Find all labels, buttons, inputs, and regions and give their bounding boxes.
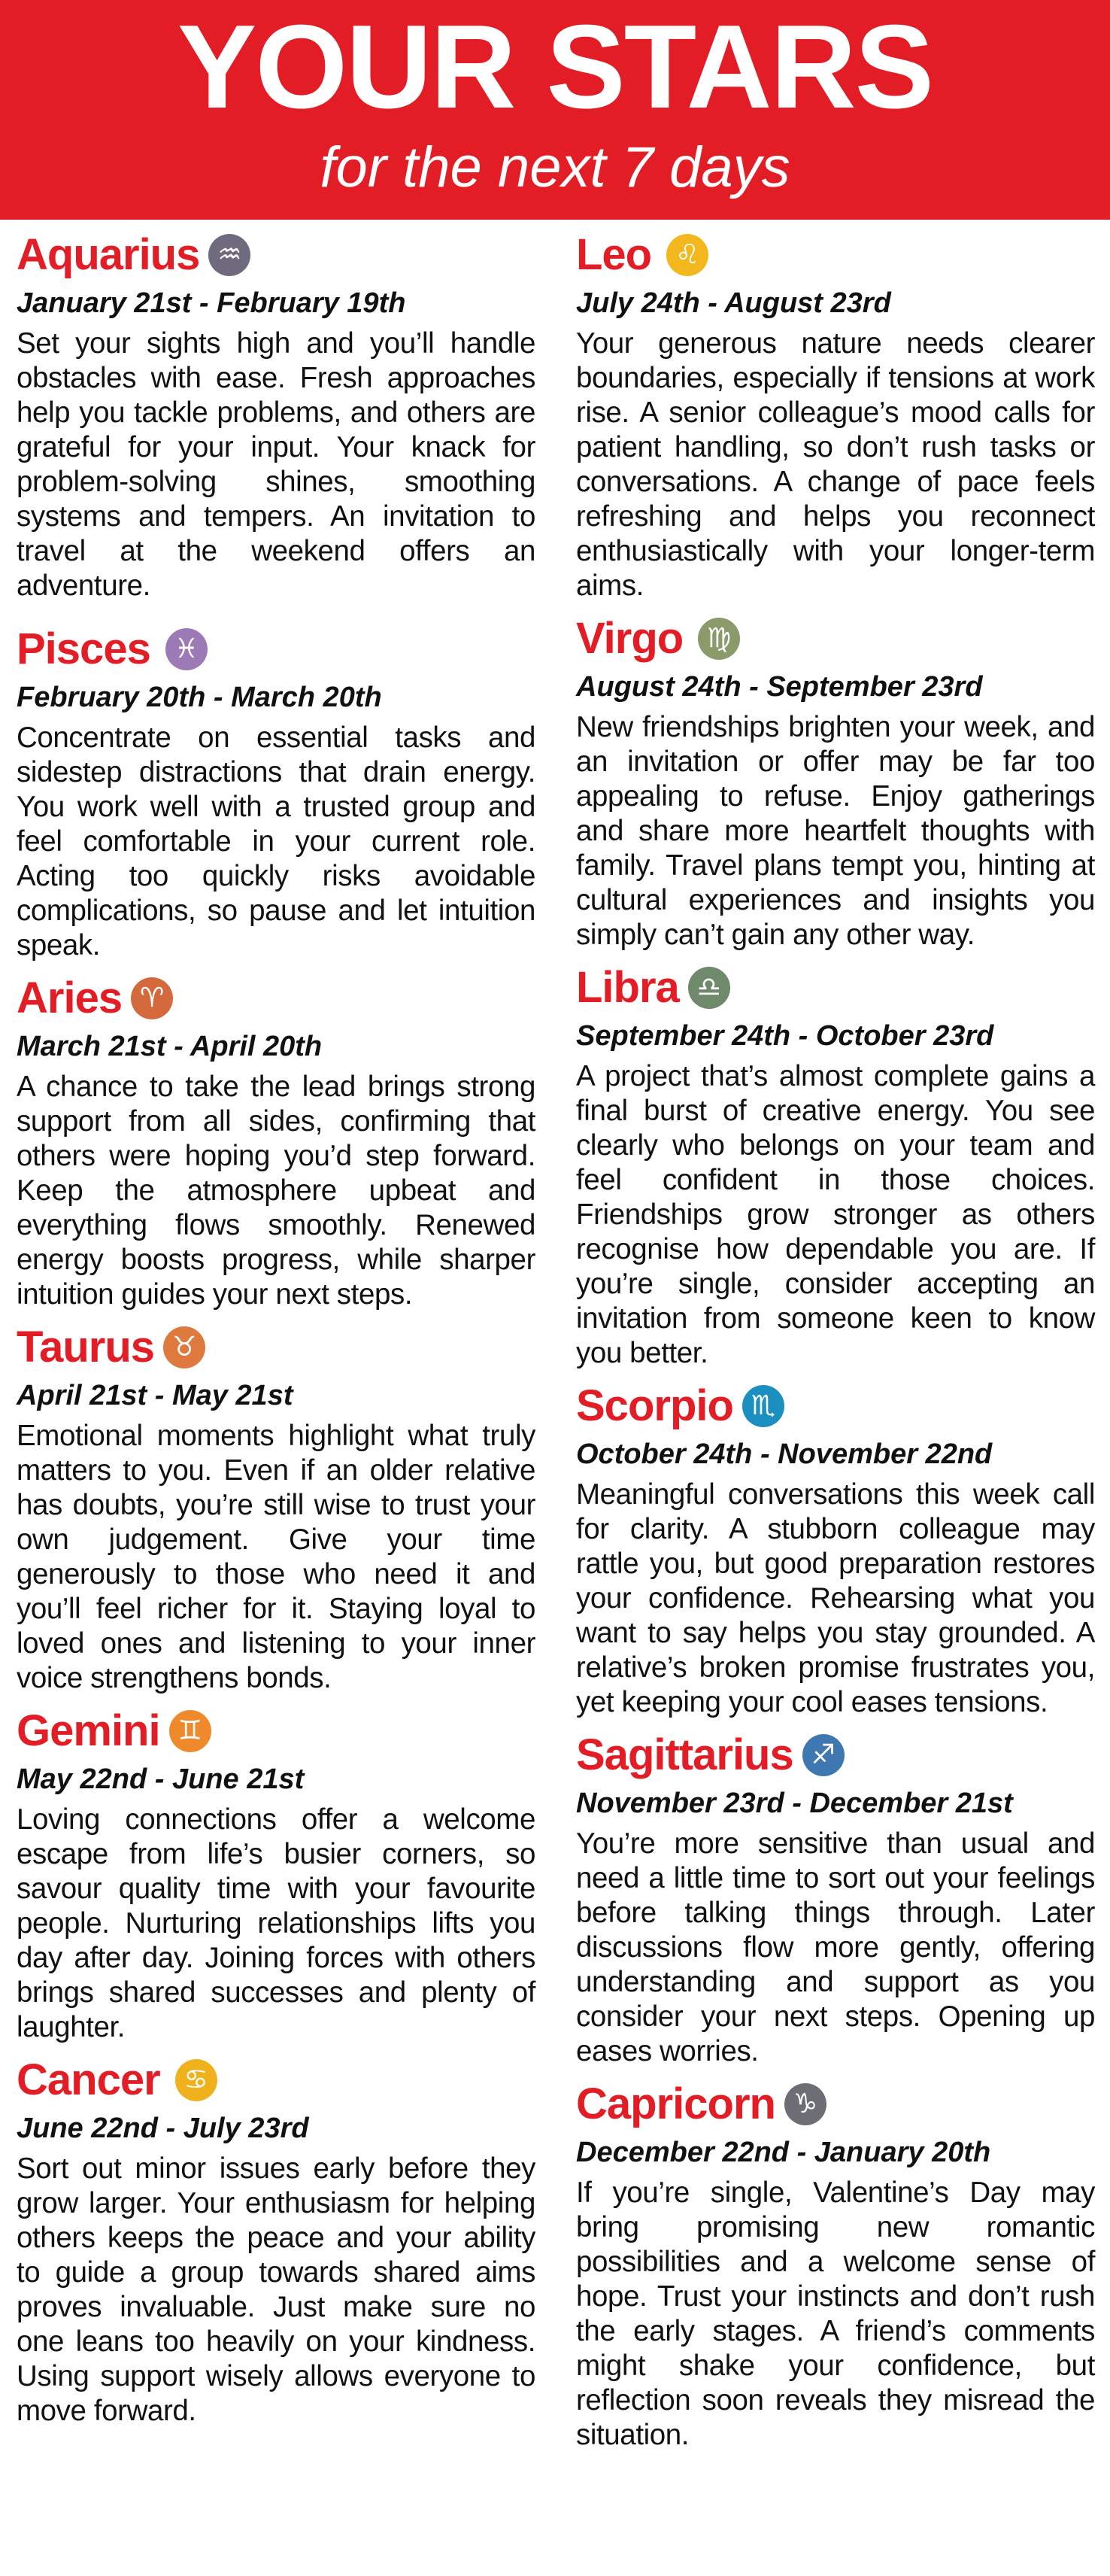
sign-heading (17, 2051, 535, 2110)
sign-cancer (17, 2051, 535, 2429)
sign-dates: December 22nd - January 20th (576, 2137, 991, 2168)
sign-forecast: You’re more sensitive than usual and need a little time to sort out your feelings before talking things through. Later discussions flow more gently, offering understanding and support as you consider your next steps. Opening up eases worries. (576, 1827, 1095, 2067)
cancer-icon: ♋ (175, 2059, 217, 2101)
sign-forecast: If you’re single, Valentine’s Day may bring promising new romantic possibilities and a welcome sense of hope. Trust your instincts and don’t rush the early stages. A friend’s comments might shake your confidence, but reflection soon reveals they misread the situation. (576, 2177, 1095, 2451)
header-banner (0, 0, 1110, 220)
sign-heading (576, 958, 1095, 1017)
sign-name: Taurus (17, 1323, 155, 1372)
aquarius-icon: ♒ (208, 234, 250, 276)
leo-icon: ♌ (666, 234, 708, 276)
pisces-icon: ♓ (165, 628, 208, 670)
sign-name: Virgo (576, 614, 684, 663)
sign-name: Aquarius (17, 230, 200, 279)
sign-scorpio (576, 1377, 1095, 1720)
sign-heading (576, 226, 1095, 284)
libra-icon: ♎ (688, 967, 730, 1009)
sign-heading (17, 969, 535, 1028)
sign-name: Libra (576, 963, 679, 1012)
sign-taurus (17, 1318, 535, 1696)
sign-heading (17, 1318, 535, 1377)
sign-aquarius (17, 226, 535, 603)
sign-gemini (17, 1702, 535, 2045)
scorpio-icon: ♏ (742, 1385, 784, 1427)
sagittarius-icon: ♐ (802, 1734, 845, 1776)
sign-forecast: New friendships brighten your week, and an invitation or offer may be far too appealing to refuse. Enjoy gatherings and share more heartfelt thoughts with family. Travel plans tempt you, hinting at cultural experiences and insights you simply can’t gain any other way. (576, 711, 1095, 951)
sign-dates: May 22nd - June 21st (17, 1763, 305, 1795)
sign-sagittarius (576, 1726, 1095, 2069)
sign-name: Pisces (17, 624, 150, 673)
gemini-icon: ♊ (169, 1710, 211, 1752)
sign-name: Sagittarius (576, 1730, 793, 1779)
sign-virgo (576, 609, 1095, 952)
sign-capricorn (576, 2075, 1095, 2453)
sign-dates: August 24th - September 23rd (576, 671, 983, 703)
sign-dates: March 21st - April 20th (17, 1031, 323, 1062)
sign-heading (17, 226, 535, 284)
sign-forecast: A project that’s almost complete gains a final burst of creative energy. You see clearly who belongs on your team and feel confident in those choices. Friendships grow stronger as others recognise how dependable you are. If you’re single, consider accepting an invitation from someone keen to know you better. (576, 1060, 1095, 1369)
page-subtitle: for the next 7 days (320, 135, 790, 199)
sign-name: Leo (576, 230, 652, 279)
sign-forecast: Loving connections offer a welcome escape from life’s busier corners, so savour quality time with your favourite people. Nurturing relationships lifts you day after day. Joining forces with others brings shared successes and plenty of laughter. (17, 1803, 535, 2043)
sign-aries (17, 969, 535, 1312)
sign-forecast: Set your sights high and you’ll handle obstacles with ease. Fresh approaches help you tackle problems, and others are grateful for your input. Your knack for problem-solving shines, smoothing systems and tempers. An invitation to travel at the weekend offers an adventure. (17, 327, 535, 602)
aries-icon: ♈ (131, 977, 173, 1019)
sign-dates: July 24th - August 23rd (576, 287, 891, 319)
sign-forecast: Concentrate on essential tasks and sidestep distractions that drain energy. You work well with a trusted group and feel comfortable in your current role. Acting too quickly risks avoidable complications, so pause and let intuition speak. (17, 721, 535, 961)
sign-name: Gemini (17, 1706, 160, 1755)
sign-name: Aries (17, 974, 123, 1022)
sign-dates: October 24th - November 22nd (576, 1438, 993, 1470)
sign-heading (576, 1726, 1095, 1785)
sign-name: Scorpio (576, 1381, 733, 1430)
sign-pisces (17, 620, 535, 963)
right-column (576, 220, 1095, 2453)
sign-dates: September 24th - October 23rd (576, 1020, 994, 1052)
sign-dates: February 20th - March 20th (17, 682, 382, 713)
sign-forecast: A chance to take the lead brings strong support from all sides, confirming that others were hoping you’d step forward. Keep the atmosphere upbeat and everything flows smoothly. Renewed energy boosts progress, while sharper intuition guides your next steps. (17, 1071, 535, 1311)
sign-name: Cancer (17, 2055, 160, 2104)
left-column (17, 220, 535, 2429)
sign-forecast: Sort out minor issues early before they grow larger. Your enthusiasm for helping others keeps the peace and your ability to guide a group towards shared aims proves invaluable. Just make sure no one leans too heavily on your kindness. Using support wisely allows everyone to move forward. (17, 2152, 535, 2427)
sign-dates: January 21st - February 19th (17, 287, 406, 319)
sign-heading (576, 2075, 1095, 2134)
sign-forecast: Your generous nature needs clearer boundaries, especially if tensions at work rise. A senior colleague’s mood calls for patient handling, so don’t rush tasks or conversations. A change of pace feels refreshing and helps you reconnect enthusiastically with your longer-term aims. (576, 327, 1095, 602)
sign-forecast: Emotional moments highlight what truly matters to you. Even if an older relative has doubts, you’re still wise to trust your own judgement. Give your time generously to those who need it and you’ll feel richer for it. Staying loyal to loved ones and listening to your inner voice strengthens bonds. (17, 1420, 535, 1694)
sign-name: Capricorn (576, 2079, 775, 2128)
sign-dates: June 22nd - July 23rd (17, 2113, 309, 2144)
sign-heading (576, 1377, 1095, 1435)
sign-dates: April 21st - May 21st (17, 1380, 293, 1411)
capricorn-icon: ♑ (784, 2083, 826, 2125)
virgo-icon: ♍ (698, 618, 740, 660)
sign-leo (576, 226, 1095, 603)
sign-forecast: Meaningful conversations this week call for clarity. A stubborn colleague may rattle you, but good preparation restores your confidence. Rehearsing what you want to say helps you stay grounded. A relative’s broken promise frustrates you, yet keeping your cool eases tensions. (576, 1478, 1095, 1718)
sign-heading (576, 609, 1095, 668)
sign-heading (17, 620, 535, 679)
taurus-icon: ♉ (163, 1326, 205, 1368)
sign-dates: November 23rd - December 21st (576, 1788, 1013, 1819)
sign-heading (17, 1702, 535, 1760)
sign-libra (576, 958, 1095, 1371)
page-title: YOUR STARS (177, 1, 933, 133)
